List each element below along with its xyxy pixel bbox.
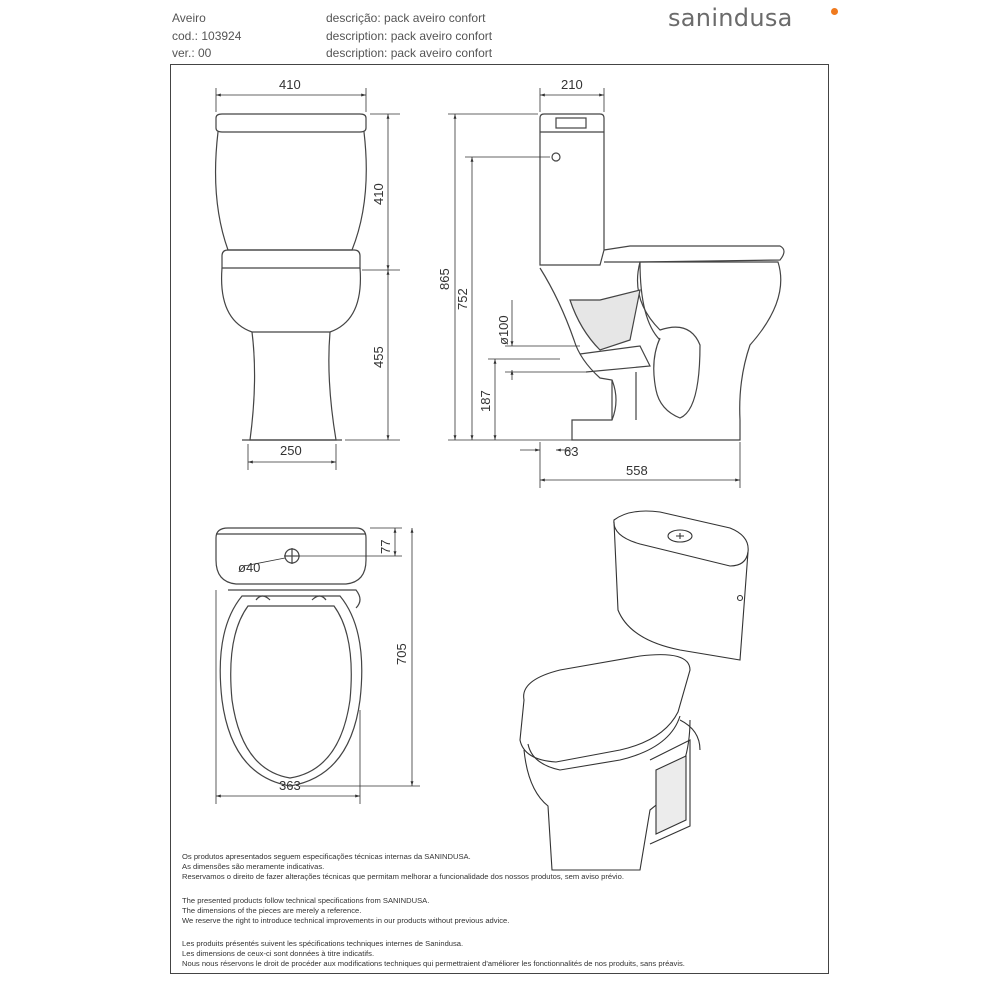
note-line: The presented products follow technical specifications from SANINDUSA. (182, 896, 430, 905)
dim-plan-width: 363 (279, 778, 301, 793)
dim-outlet-diameter: ø100 (496, 315, 511, 345)
dim-hole-offset: 77 (378, 539, 393, 554)
note-line: Reservamos o direito de fazer alterações técnicas que permitam melhorar a funcionalidade dos nossos produtos, sem aviso prévio. (182, 872, 624, 881)
dim-cistern-height: 410 (371, 183, 386, 205)
note-line: Nous nous réservons le droit de procéder aux modifications techniques qui permettraient d'améliorer les fonctionnalités de nos produits, sans préavis. (182, 959, 685, 968)
dim-hole-diameter: ø40 (238, 560, 261, 575)
notes-french (182, 939, 822, 969)
dim-front-width: 410 (279, 77, 301, 92)
side-view (540, 114, 784, 440)
dim-bowl-height: 455 (371, 346, 386, 368)
header-model: Aveiro (172, 11, 206, 25)
note-line: We reserve the right to introduce technical improvements in our products without previous advice. (182, 916, 510, 925)
header-description-pt: descrição: pack aveiro confort (326, 11, 486, 25)
dim-total-depth: 558 (626, 463, 648, 478)
note-line: Os produtos apresentados seguem especificações técnicas internas da SANINDUSA. (182, 852, 471, 861)
note-line: As dimensões são meramente indicativas. (182, 862, 325, 871)
dim-cistern-depth: 210 (561, 77, 583, 92)
dim-base-width: 250 (280, 443, 302, 458)
front-view (216, 114, 367, 440)
header-description-en: description: pack aveiro confort (326, 29, 493, 43)
dim-outlet-height: 187 (478, 390, 493, 412)
note-line: Les produits présentés suivent les spécifications techniques internes de Sanindusa. (182, 939, 464, 948)
dim-seat-height: 752 (455, 288, 470, 310)
dim-outlet-offset: 63 (564, 444, 579, 459)
front-dimension-lines (216, 88, 400, 470)
brand-logo: sanindusa (668, 4, 793, 32)
note-line: The dimensions of the pieces are merely a reference. (182, 906, 362, 915)
notes-english (182, 896, 822, 926)
perspective-view (520, 511, 748, 870)
header-description-fr: description: pack aveiro confort (326, 46, 493, 60)
side-dimension-lines (448, 88, 740, 488)
header-code: cod.: 103924 (172, 29, 242, 43)
dim-plan-length: 705 (394, 643, 409, 665)
notes-portuguese (182, 852, 822, 882)
dim-total-height: 865 (437, 268, 452, 290)
note-line: Les dimensions de ceux-ci sont données à titre indicatifs. (182, 949, 375, 958)
header-version: ver.: 00 (172, 46, 212, 60)
